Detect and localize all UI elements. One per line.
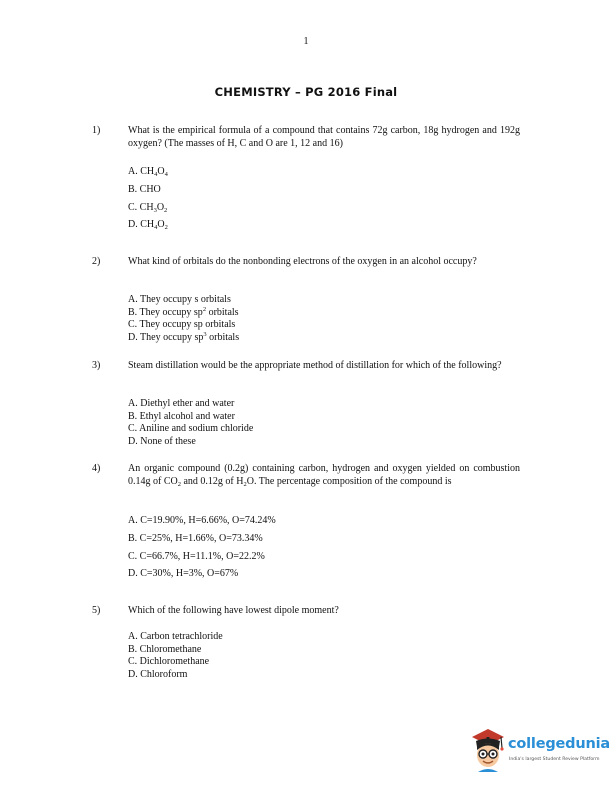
page-number: 1 [303,36,309,47]
graduate-mascot-icon [468,726,508,774]
question-number: 4) [92,463,101,474]
question-text: What kind of orbitals do the nonbonding electrons of the oxygen in an alcohol occupy? [128,256,477,267]
options-list [128,167,168,238]
logo-tagline: India's largest Student Review Platform [509,757,600,762]
option-d: D. Chloroform [128,669,188,681]
option-b: B. Ethyl alcohol and water [128,410,235,422]
question-text: Steam distillation would be the appropriate method of distillation for which of the following? [128,360,502,371]
option-d: D. None of these [128,436,196,448]
option-c: C. $CH_3O_2$ [128,201,168,214]
option-b: B. They occupy $sp^2$ orbitals [128,305,239,318]
option-c: C. C=66.7%, H=11.1%, O=22.2% [128,550,265,562]
option-d: D. C=30%, H=3%, O=67% [128,568,239,580]
question-number: 1) [92,125,101,136]
question-text: An organic compound (0.2g) containing carbon, hydrogen and oxygen yielded on combustion 0.14g of $CO_2$ and 0.12g of $H_2O$. The percentage composition of the compound is [128,463,520,488]
option-a: A. Carbon tetrachloride [128,631,223,642]
options-list [128,398,253,449]
question-number: 2) [92,256,101,267]
option-c: C. They occupy sp orbitals [128,319,236,331]
logo-wordmark: collegedunia [508,736,610,752]
options-list [128,631,223,682]
option-a: A. Diethyl ether and water [128,398,235,409]
option-b: B. C=25%, H=1.66%, O=73.34% [128,532,263,544]
question-number: 5) [92,605,101,616]
option-d: D. $CH_4O_2$ [128,219,168,232]
page-title: CHEMISTRY – PG 2016 Final [214,85,398,99]
options-list [128,294,239,345]
question-text: What is the empirical formula of a compound that contains 72g carbon, 18g hydrogen and 192g oxygen? (The masses of H, C and O are 1, 12 and 16) [128,125,520,149]
option-b: B. CHO [128,183,161,195]
collegedunia-logo [468,726,608,776]
option-a: A. They occupy s orbitals [128,294,231,305]
question-text: Which of the following have lowest dipole moment? [128,605,339,616]
question-number: 3) [92,360,101,371]
option-a: A. C=19.90%, H=6.66%, O=74.24% [128,515,276,526]
option-d: D. They occupy $sp^3$ orbitals [128,331,240,344]
option-c: C. Aniline and sodium chloride [128,423,254,435]
option-a: A. $CH_4O_4$ [128,166,168,178]
option-c: C. Dichloromethane [128,656,210,668]
option-b: B. Chloromethane [128,643,202,655]
options-list [128,516,276,587]
